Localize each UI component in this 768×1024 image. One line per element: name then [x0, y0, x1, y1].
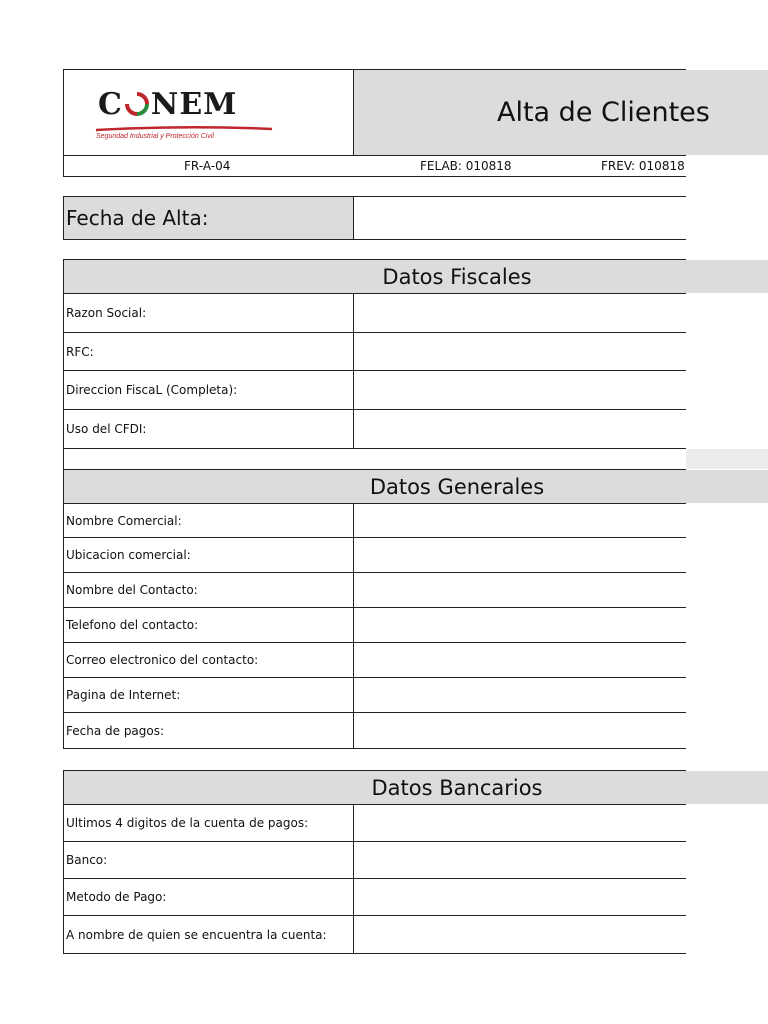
company-logo — [64, 70, 354, 155]
logo-wordmark — [98, 84, 237, 124]
datos-bancarios-title: Datos Bancarios — [371, 775, 543, 800]
document-title: Alta de Clientes — [497, 97, 710, 128]
datos-generales-title: Datos Generales — [369, 474, 545, 499]
logo-letters-nem: NEM — [150, 86, 238, 122]
banco-label: Banco: — [66, 853, 108, 867]
logo-letter-c: C — [98, 86, 123, 122]
direccion-fiscal-label: Direccion FiscaL (Completa): — [66, 383, 238, 397]
sheet-clip-mask-2 — [686, 293, 768, 449]
sheet-clip-mask — [686, 155, 768, 260]
nombre-contacto-input[interactable] — [355, 573, 686, 607]
fecha-alta-label: Fecha de Alta: — [66, 206, 209, 230]
logo-tagline: Seguridad Industrial y Protección Civil — [96, 133, 214, 140]
frev-code: FREV: 010818 — [601, 159, 685, 173]
nombre-comercial-input[interactable] — [355, 504, 686, 537]
sheet-clip-mask-4 — [686, 804, 768, 1024]
razon-social-label: Razon Social: — [66, 306, 147, 320]
titular-cuenta-input[interactable] — [355, 916, 686, 953]
ultimos-digitos-label: Ultimos 4 digitos de la cuenta de pagos: — [66, 816, 309, 830]
datos-fiscales-title: Datos Fiscales — [382, 264, 532, 289]
ultimos-digitos-input[interactable] — [355, 805, 686, 841]
correo-contacto-label: Correo electronico del contacto: — [66, 653, 259, 667]
direccion-fiscal-input[interactable] — [355, 371, 686, 409]
metodo-pago-input[interactable] — [355, 879, 686, 915]
rfc-label: RFC: — [66, 344, 94, 359]
nombre-contacto-label: Nombre del Contacto: — [66, 583, 198, 597]
form-code: FR-A-04 — [184, 159, 231, 173]
fecha-alta-label-cell — [64, 197, 354, 239]
felab-code: FELAB: 010818 — [420, 159, 512, 173]
uso-cfdi-label: Uso del CFDI: — [66, 422, 147, 436]
pagina-internet-input[interactable] — [355, 678, 686, 712]
ubicacion-comercial-input[interactable] — [355, 538, 686, 572]
nombre-comercial-label: Nombre Comercial: — [66, 513, 182, 528]
pagina-internet-label: Pagina de Internet: — [66, 688, 181, 702]
telefono-contacto-label: Telefono del contacto: — [66, 618, 199, 632]
sheet-clip-mask-3 — [686, 503, 768, 771]
ubicacion-comercial-label: Ubicacion comercial: — [66, 548, 191, 562]
spacer-band — [686, 449, 768, 469]
titular-cuenta-label: A nombre de quien se encuentra la cuenta: — [66, 927, 327, 942]
metodo-pago-label: Metodo de Pago: — [66, 890, 167, 904]
logo-ring-icon — [124, 91, 150, 117]
fecha-pagos-input[interactable] — [355, 713, 686, 748]
fecha-pagos-label: Fecha de pagos: — [66, 723, 165, 738]
telefono-contacto-input[interactable] — [355, 608, 686, 642]
correo-contacto-input[interactable] — [355, 643, 686, 677]
rfc-input[interactable] — [355, 333, 686, 370]
fecha-alta-input[interactable] — [355, 197, 686, 239]
uso-cfdi-input[interactable] — [355, 410, 686, 448]
banco-input[interactable] — [355, 842, 686, 878]
razon-social-input[interactable] — [355, 294, 686, 332]
